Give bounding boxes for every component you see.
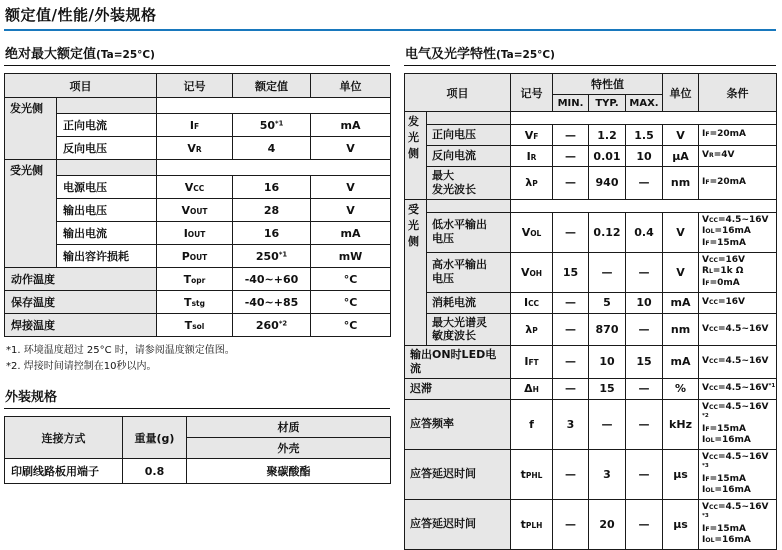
col-header-shell: 外壳 xyxy=(187,438,391,459)
table-row xyxy=(405,292,777,313)
table-row xyxy=(5,137,391,160)
cell-unit: mW xyxy=(311,245,391,268)
cell-typ: 5 xyxy=(589,292,626,313)
condition-line: VCC=4.5~16V $^{*2}$ xyxy=(702,401,769,419)
table-header-row xyxy=(5,417,391,438)
cell-item: 动作温度 xyxy=(5,268,157,291)
cell-min: 15 xyxy=(553,252,589,292)
cell-symbol: POUT xyxy=(157,245,233,268)
condition-line: VR=4V xyxy=(702,150,735,161)
elec-opt-heading xyxy=(404,43,776,66)
cell-rating: 50$^{*1}$ xyxy=(233,114,311,137)
condition-line: IF=15mA xyxy=(702,237,746,248)
cell-unit: kHz xyxy=(663,399,699,449)
cell-symbol: Tstg xyxy=(157,291,233,314)
cell-unit: °C xyxy=(311,314,391,337)
footnote-1: *1. 环境温度超过 25°C 时，请参阅温度额定值图。 xyxy=(6,345,235,356)
cell-connection: 印刷线路板用端子 xyxy=(5,459,123,484)
elec-opt-heading-condition: (Ta=25°C) xyxy=(496,49,555,61)
condition-line: IOL=16mA xyxy=(702,485,751,496)
cell-item: 迟滞 xyxy=(405,378,511,399)
cell-min: — xyxy=(553,125,589,146)
section-row-emitter xyxy=(405,112,777,125)
cell-unit: V xyxy=(311,137,391,160)
table-header-row xyxy=(405,74,777,95)
condition-line: IF=20mA xyxy=(702,129,746,140)
table-row xyxy=(5,114,391,137)
cell-typ: 10 xyxy=(589,346,626,379)
cell-unit: nm xyxy=(663,313,699,346)
cell-item: 反向电压 xyxy=(57,137,157,160)
section-label: 受光侧 xyxy=(5,160,57,268)
cell-typ: 870 xyxy=(589,313,626,346)
cell-unit: mA xyxy=(663,346,699,379)
spacer xyxy=(4,66,390,73)
cell-item: 消耗电流 xyxy=(427,292,511,313)
condition-line: IOL=16mA xyxy=(702,226,751,237)
table-row xyxy=(5,245,391,268)
table-row xyxy=(5,314,391,337)
cell-min: — xyxy=(553,449,589,499)
cell-symbol: ICC xyxy=(511,292,553,313)
cell-unit: μs xyxy=(663,449,699,499)
cell-condition xyxy=(699,313,777,346)
cell-min: — xyxy=(553,292,589,313)
abs-max-heading-text: 绝对最大额定值 xyxy=(5,47,97,62)
elec-opt-heading-text: 电气及光学特性 xyxy=(405,47,497,62)
cell-material-shell: 聚碳酸酯 xyxy=(187,459,391,484)
cell-symbol: VR xyxy=(157,137,233,160)
cell-condition xyxy=(699,346,777,379)
right-column xyxy=(404,43,776,550)
table-row xyxy=(405,125,777,146)
spacer xyxy=(4,409,390,416)
table-row xyxy=(405,499,777,549)
col-header-item: 项目 xyxy=(405,74,511,112)
condition-line: IOL=16mA xyxy=(702,535,751,546)
cell-typ: 1.2 xyxy=(589,125,626,146)
page-title: 额定值/性能/外装规格 xyxy=(4,3,776,31)
cell-typ: 3 xyxy=(589,449,626,499)
table-row xyxy=(405,313,777,346)
abs-max-heading xyxy=(4,43,390,66)
cell-max: — xyxy=(626,252,663,292)
cell-unit: V xyxy=(663,125,699,146)
cell-max: — xyxy=(626,378,663,399)
col-header-rating: 额定值 xyxy=(233,74,311,98)
cell-unit: V xyxy=(663,212,699,252)
cell-unit: mA xyxy=(311,222,391,245)
cell-item: 低水平输出 电压 xyxy=(427,212,511,252)
footnotes xyxy=(4,343,390,374)
cell-item: 应答延迟时间 xyxy=(405,449,511,499)
cell-item: 保存温度 xyxy=(5,291,157,314)
cell-min: — xyxy=(553,378,589,399)
condition-line: $VCC=4.5\sim 16V^{*1}$ xyxy=(702,382,776,393)
cell-typ: 20 xyxy=(589,499,626,549)
cell-condition xyxy=(699,252,777,292)
table-row xyxy=(405,346,777,379)
cell-min: — xyxy=(553,313,589,346)
condition-line: VCC=4.5~16V $^{*3}$ xyxy=(702,451,769,469)
condition-line: IOL=16mA xyxy=(702,435,751,446)
cell-min: — xyxy=(553,212,589,252)
condition-line: IF=15mA xyxy=(702,524,746,534)
section-label: 受光侧 xyxy=(405,199,427,346)
condition-line: VCC=16V xyxy=(702,296,745,307)
section-label: 发光侧 xyxy=(5,98,57,160)
section-filler xyxy=(427,112,511,125)
section-empty xyxy=(157,160,391,176)
absolute-maximum-ratings-table xyxy=(4,73,391,337)
cell-unit: V xyxy=(311,199,391,222)
section-filler xyxy=(57,98,157,114)
cell-symbol: VOL xyxy=(511,212,553,252)
section-empty xyxy=(511,199,777,212)
condition-line: IF=0mA xyxy=(702,277,740,288)
cell-condition xyxy=(699,499,777,549)
abs-max-heading-condition: (Ta=25°C) xyxy=(96,49,155,61)
cell-symbol: VOH xyxy=(511,252,553,292)
cell-unit: μs xyxy=(663,499,699,549)
cell-max: 1.5 xyxy=(626,125,663,146)
cell-item: 焊接温度 xyxy=(5,314,157,337)
cell-symbol: ΔH xyxy=(511,378,553,399)
cell-rating: -40~+60 xyxy=(233,268,311,291)
table-row xyxy=(405,212,777,252)
cell-unit: % xyxy=(663,378,699,399)
section-row-detector xyxy=(405,199,777,212)
condition-line: IF=15mA xyxy=(702,474,746,484)
cell-rating: 4 xyxy=(233,137,311,160)
section-filler xyxy=(57,160,157,176)
cell-symbol: IF xyxy=(157,114,233,137)
cell-rating: -40~+85 xyxy=(233,291,311,314)
exterior-heading: 外装规格 xyxy=(4,386,390,409)
cell-item: 高水平输出 电压 xyxy=(427,252,511,292)
cell-min: — xyxy=(553,146,589,167)
cell-max: 10 xyxy=(626,146,663,167)
table-row xyxy=(5,222,391,245)
col-header-item: 项目 xyxy=(5,74,157,98)
cell-typ: 0.12 xyxy=(589,212,626,252)
condition-line: IF=15mA xyxy=(702,424,746,434)
condition-line: VCC=16V xyxy=(702,255,745,266)
condition-line: VCC=4.5~16V xyxy=(702,356,769,367)
cell-symbol: tPHL xyxy=(511,449,553,499)
cell-symbol: VCC xyxy=(157,176,233,199)
cell-symbol: IR xyxy=(511,146,553,167)
table-row xyxy=(5,268,391,291)
table-row xyxy=(405,146,777,167)
footnote-2: *2. 焊接时间请控制在10秒以内。 xyxy=(6,360,157,372)
section-empty xyxy=(511,112,777,125)
table-row xyxy=(405,167,777,200)
cell-condition xyxy=(699,449,777,499)
cell-unit: mA xyxy=(663,292,699,313)
cell-unit: μA xyxy=(663,146,699,167)
cell-symbol: VF xyxy=(511,125,553,146)
left-column xyxy=(4,43,390,484)
cell-typ: — xyxy=(589,399,626,449)
section-row-emitter xyxy=(5,98,391,114)
cell-typ: 15 xyxy=(589,378,626,399)
table-row xyxy=(405,449,777,499)
cell-symbol: IFT xyxy=(511,346,553,379)
cell-symbol: IOUT xyxy=(157,222,233,245)
table-row xyxy=(5,199,391,222)
cell-condition xyxy=(699,292,777,313)
cell-min: — xyxy=(553,346,589,379)
cell-symbol: f xyxy=(511,399,553,449)
cell-item: 最大光谱灵 敏度波长 xyxy=(427,313,511,346)
cell-symbol: VOUT xyxy=(157,199,233,222)
cell-item: 输出ON时LED电流 xyxy=(405,346,511,379)
table-row xyxy=(405,399,777,449)
cell-rating: 260$^{*2}$ xyxy=(233,314,311,337)
col-header-symbol: 记号 xyxy=(511,74,553,112)
cell-item: 正向电压 xyxy=(427,125,511,146)
cell-unit: V xyxy=(311,176,391,199)
cell-max: 0.4 xyxy=(626,212,663,252)
cell-symbol: λP xyxy=(511,167,553,200)
col-header-material: 材质 xyxy=(187,417,391,438)
condition-line: VCC=4.5~16V xyxy=(702,323,769,334)
col-header-weight: 重量(g) xyxy=(123,417,187,459)
table-row xyxy=(5,176,391,199)
cell-rating: 16 xyxy=(233,176,311,199)
cell-symbol: tPLH xyxy=(511,499,553,549)
cell-item: 最大 发光波长 xyxy=(427,167,511,200)
cell-typ: 0.01 xyxy=(589,146,626,167)
section-empty xyxy=(157,98,391,114)
condition-line: RL=1k Ω xyxy=(702,266,744,277)
col-header-unit: 单位 xyxy=(663,74,699,112)
cell-condition xyxy=(699,146,777,167)
cell-typ: — xyxy=(589,252,626,292)
cell-rating: 250$^{*1}$ xyxy=(233,245,311,268)
cell-condition xyxy=(699,378,777,399)
cell-max: 15 xyxy=(626,346,663,379)
cell-max: 10 xyxy=(626,292,663,313)
cell-item: 输出容许损耗 xyxy=(57,245,157,268)
cell-item: 输出电压 xyxy=(57,199,157,222)
cell-max: — xyxy=(626,167,663,200)
col-header-charval: 特性值 xyxy=(553,74,663,95)
cell-item: 反向电流 xyxy=(427,146,511,167)
table-row xyxy=(405,252,777,292)
cell-item: 应答频率 xyxy=(405,399,511,449)
col-header-min: MIN. xyxy=(553,95,589,112)
table-row xyxy=(5,459,391,484)
col-header-connection: 连接方式 xyxy=(5,417,123,459)
cell-min: — xyxy=(553,499,589,549)
cell-max: — xyxy=(626,313,663,346)
two-column-layout xyxy=(4,43,776,550)
cell-symbol: λP xyxy=(511,313,553,346)
condition-line: VCC=4.5~16V $^{*3}$ xyxy=(702,501,769,519)
cell-unit: mA xyxy=(311,114,391,137)
cell-condition xyxy=(699,399,777,449)
condition-line: IF=20mA xyxy=(702,177,746,188)
cell-typ: 940 xyxy=(589,167,626,200)
cell-rating: 28 xyxy=(233,199,311,222)
cell-max: — xyxy=(626,449,663,499)
section-label: 发光侧 xyxy=(405,112,427,200)
col-header-unit: 单位 xyxy=(311,74,391,98)
cell-unit: °C xyxy=(311,291,391,314)
col-header-symbol: 记号 xyxy=(157,74,233,98)
exterior-spec-table xyxy=(4,416,391,484)
cell-unit: nm xyxy=(663,167,699,200)
condition-line: VCC=4.5~16V xyxy=(702,215,769,226)
col-header-max: MAX. xyxy=(626,95,663,112)
cell-unit: V xyxy=(663,252,699,292)
cell-min: — xyxy=(553,167,589,200)
cell-weight: 0.8 xyxy=(123,459,187,484)
cell-min: 3 xyxy=(553,399,589,449)
table-row xyxy=(405,378,777,399)
col-header-typ: TYP. xyxy=(589,95,626,112)
cell-symbol: Topr xyxy=(157,268,233,291)
cell-symbol: Tsol xyxy=(157,314,233,337)
cell-max: — xyxy=(626,399,663,449)
electro-optical-characteristics-table xyxy=(404,73,777,550)
cell-max: — xyxy=(626,499,663,549)
cell-condition xyxy=(699,167,777,200)
cell-item: 输出电流 xyxy=(57,222,157,245)
col-header-condition: 条件 xyxy=(699,74,777,112)
table-row xyxy=(5,291,391,314)
section-filler xyxy=(427,199,511,212)
cell-rating: 16 xyxy=(233,222,311,245)
cell-condition xyxy=(699,212,777,252)
cell-item: 应答延迟时间 xyxy=(405,499,511,549)
table-header-row xyxy=(5,74,391,98)
cell-item: 电源电压 xyxy=(57,176,157,199)
cell-condition xyxy=(699,125,777,146)
section-row-detector xyxy=(5,160,391,176)
spacer xyxy=(404,66,776,73)
cell-item: 正向电流 xyxy=(57,114,157,137)
cell-unit: °C xyxy=(311,268,391,291)
